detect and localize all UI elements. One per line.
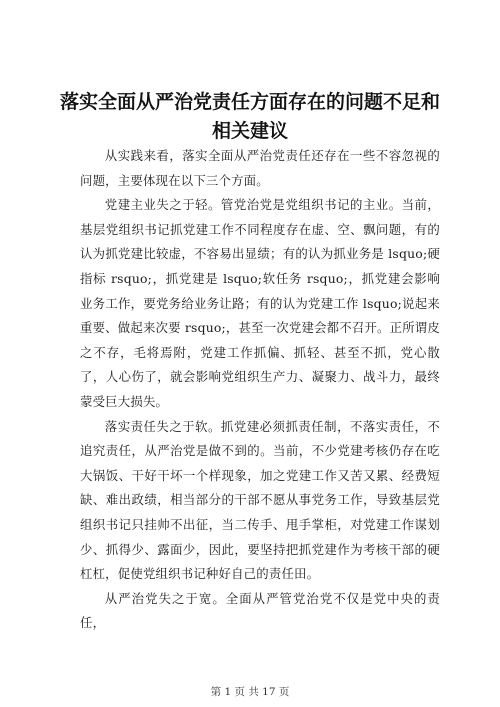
title-line-2: 相关建议	[211, 120, 288, 142]
paragraph-responsibility: 落实责任失之于软。抓党建必须抓责任制，不落实责任，不追究责任，从严治党是做不到的。当前，不少党建考核仍存在吃大锅饭、干好干坏一个样现象，加之党建工作又苦又累、经费短缺、难出政绩，相当部分的干部不愿从事党务工作，导致基层党组织书记只挂帅不出征，当二传手、甩手掌柜，对党建工作谋划少、抓得少、露面少，因此，要坚持把抓党建作为考核干部的硬杠杠，促使党组织书记种好自己的责任田。	[80, 418, 440, 582]
paragraph-strict-governance: 从严治党失之于宽。全面从严管党治党不仅是党中央的责任，	[80, 590, 440, 631]
document-title	[56, 88, 444, 146]
page-footer: 第 1 页 共 17 页	[210, 686, 290, 698]
paragraph-party-building: 党建主业失之于轻。管党治党是党组织书记的主业。当前，基层党组织书记抓党建工作不同程度存在虚、空、飘问题，有的认为抓党建比较虚，不容易出显绩；有的认为抓业务是 lsquo;硬指标 rsquo;，抓党建是 lsquo;软任务 rsquo;，抓党建会影响业务工作，要党务给业务让路；有的认为党建工作 lsquo;说起来重要、做起来次要 rsquo;，甚至一次党建会都不召开。正所谓皮之不存，毛将焉附，党建工作抓偏、抓轻、甚至不抓，党心散了，人心伤了，就会影响党组织生产力、凝聚力、战斗力，最终蒙受巨大损失。	[80, 197, 440, 409]
title-line-1: 落实全面从严治党责任方面存在的问题不足和	[59, 91, 440, 113]
document-body	[80, 144, 440, 636]
paragraph-intro: 从实践来看，落实全面从严治党责任还存在一些不容忽视的问题，主要体现在以下三个方面。	[80, 148, 440, 188]
